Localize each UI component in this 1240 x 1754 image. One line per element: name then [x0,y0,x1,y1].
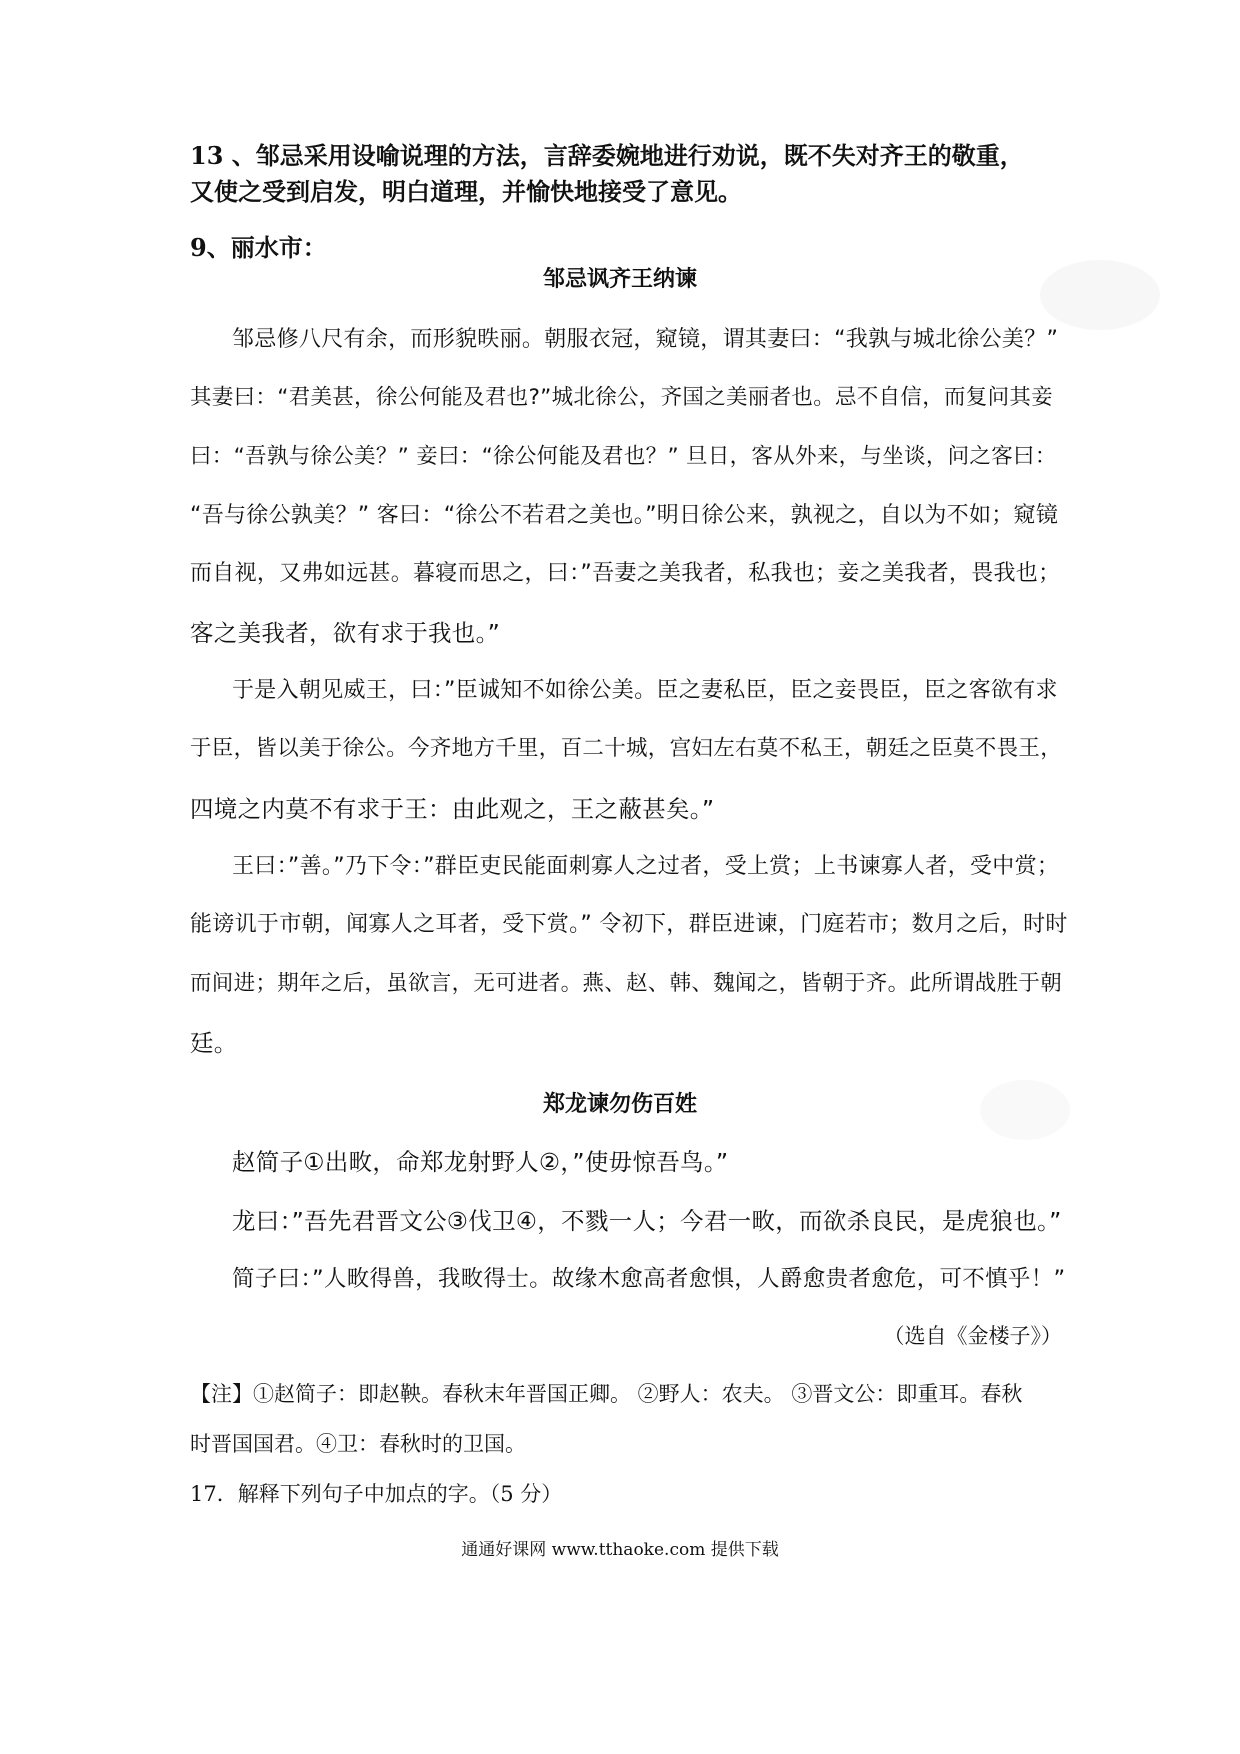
passage-2-source: （选自《金楼子》） [883,1324,1062,1348]
notes-line-2: 时晋国国君。④卫：春秋时的卫国。 [190,1432,526,1456]
passage-1-line: 四境之内莫不有求于王：由此观之，王之蔽甚矣。” [190,795,715,823]
passage-2-line: 简子曰：”人畋得兽，我畋得士。故缘木愈高者愈惧，人爵愈贵者愈危，可不慎乎！” [232,1266,1066,1292]
passage-1-line: 客之美我者，欲有求于我也。” [190,619,501,647]
answer-13-line-2: 又使之受到启发，明白道理，并愉快地接受了意见。 [190,177,742,206]
passage-2-line: 赵简子①出畋，命郑龙射野人②，”使毋惊吾鸟。” [232,1148,729,1176]
passage-1-line: 于是入朝见威王，曰：”臣诚知不如徐公美。臣之妻私臣，臣之妾畏臣，臣之客欲有求 [232,678,1058,703]
passage-1-line: 曰：“吾孰与徐公美？” 妾曰：“徐公何能及君也？” 旦日，客从外来，与坐谈，问之客曰： [190,444,1057,469]
passage-2-title: 郑龙谏勿伤百姓 [542,1092,697,1117]
question-17: 17．解释下列句子中加点的字。（5 分） [190,1482,563,1506]
section-heading: 9、丽水市： [190,233,327,262]
passage-1-line: 而自视，又弗如远甚。暮寝而思之，曰：”吾妻之美我者，私我也；妾之美我者，畏我也； [190,561,1061,586]
passage-1-title: 邹忌讽齐王纳谏 [542,267,697,292]
page-footer: 通通好课网 www.tthaoke.com 提供下载 [461,1540,779,1560]
passage-1-line: 王曰：”善。”乃下令：”群臣吏民能面刺寡人之过者，受上赏；上书谏寡人者，受中赏； [232,854,1060,879]
passage-1-line: 其妻曰：“君美甚，徐公何能及君也?”城北徐公，齐国之美丽者也。忌不自信，而复问其妾 [190,385,1053,410]
passage-1-line: 能谤讥于市朝，闻寡人之耳者，受下赏。” 令初下，群臣进谏，门庭若市；数月之后，时时 [190,912,1068,937]
passage-1-line: 于臣，皆以美于徐公。今齐地方千里，百二十城，宫妇左右莫不私王，朝廷之臣莫不畏王， [190,736,1063,761]
passage-1-line: 邹忌修八尺有余，而形貌昳丽。朝服衣冠，窥镜，谓其妻曰：“我孰与城北徐公美？” [232,327,1059,352]
notes-line-1: 【注】①赵简子：即赵鞅。春秋末年晋国正卿。 ②野人：农夫。 ③晋文公：即重耳。春秋 [190,1382,1023,1406]
passage-1-line: 而间进；期年之后，虽欲言，无可进者。燕、赵、韩、魏闻之，皆朝于齐。此所谓战胜于朝 [190,971,1063,996]
passage-1-line: “吾与徐公孰美？” 客曰：“徐公不若君之美也。”明日徐公来，孰视之，自以为不如；窥镜 [190,503,1059,528]
passage-1-line: 廷。 [190,1029,238,1057]
answer-13-line-1: 13 、邹忌采用设喻说理的方法，言辞委婉地进行劝说，既不失对齐王的敬重， [190,141,1024,170]
passage-2-line: 龙曰：”吾先君晋文公③伐卫④，不戮一人；今君一畋，而欲杀良民，是虎狼也。” [232,1207,1062,1235]
